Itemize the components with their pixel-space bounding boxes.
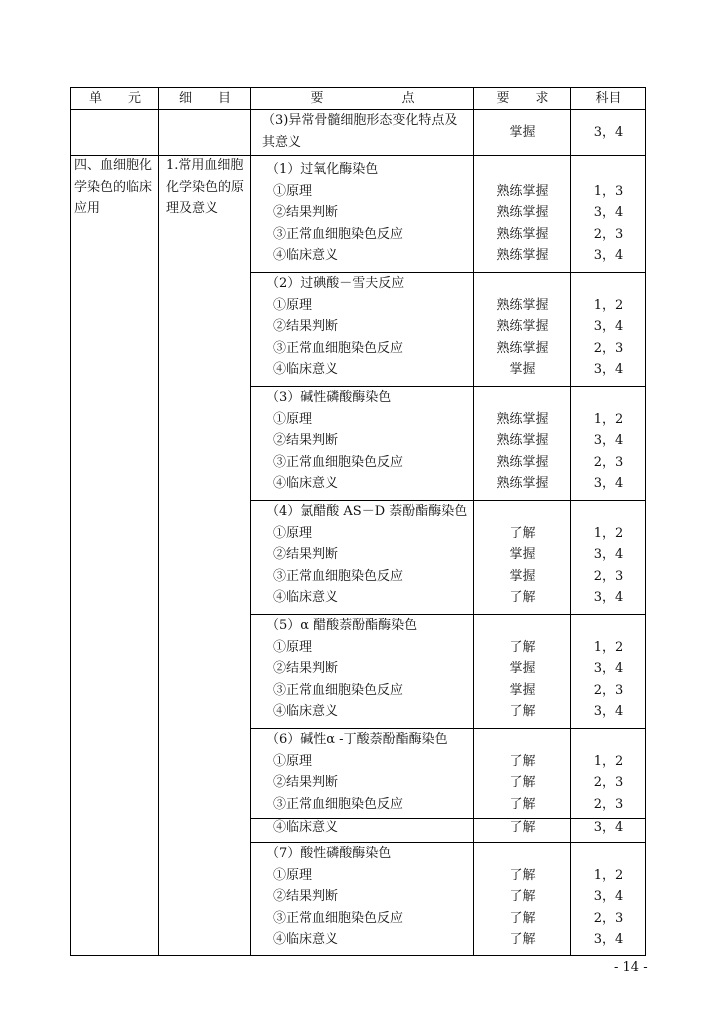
item-requirement: 了解 xyxy=(509,796,536,812)
item-requirement: 了解 xyxy=(509,753,536,769)
item-requirement: 掌握 xyxy=(509,661,536,677)
item-requirement: 了解 xyxy=(509,590,536,606)
item-requirement: 熟练掌握 xyxy=(496,226,549,242)
header-points: 要 点 xyxy=(310,91,415,106)
item-name: ①原理 xyxy=(273,867,313,883)
item-subject: 2，3 xyxy=(593,796,624,812)
item-requirement: 熟练掌握 xyxy=(496,454,549,470)
item-subject: 3，4 xyxy=(593,476,624,492)
item-name: ①原理 xyxy=(273,183,313,199)
item-subject: 2，3 xyxy=(593,910,624,926)
item-subject: 3，4 xyxy=(593,590,624,606)
item-name: ③正常血细胞染色反应 xyxy=(273,682,404,698)
item-subject: 3，4 xyxy=(593,248,624,264)
item-subject: 2，3 xyxy=(593,226,624,242)
item-name: ①原理 xyxy=(273,753,313,769)
item-subject: 2，3 xyxy=(593,454,624,470)
item-subject: 3，4 xyxy=(593,661,624,677)
item-name: ①原理 xyxy=(273,525,313,541)
item-subject: 3，4 xyxy=(593,362,624,378)
item-subject: 1，3 xyxy=(593,183,624,199)
item-requirement: 了解 xyxy=(509,820,536,836)
item-subject: 3，4 xyxy=(593,704,624,720)
item-name: ②结果判断 xyxy=(273,433,339,449)
item-requirement: 掌握 xyxy=(509,682,536,698)
item-requirement: 熟练掌握 xyxy=(496,248,549,264)
item-name: ②结果判断 xyxy=(273,661,339,677)
item-subject: 3，4 xyxy=(593,319,624,335)
item-subject: 3，4 xyxy=(593,547,624,563)
item-name: ④临床意义 xyxy=(273,476,339,492)
item-name: ②结果判断 xyxy=(273,319,339,335)
item-subject: 2，3 xyxy=(593,682,624,698)
header-detail: 细 目 xyxy=(178,91,231,106)
item-name: ④临床意义 xyxy=(273,590,339,606)
item-name: ④临床意义 xyxy=(273,248,339,264)
item-subject: 2，3 xyxy=(593,340,624,356)
header-unit: 单 元 xyxy=(88,91,141,106)
unit-cell: 四、血细胞化学染色的临床应用 xyxy=(74,158,153,217)
item-requirement: 掌握 xyxy=(509,568,536,584)
item-name: ④临床意义 xyxy=(273,932,339,948)
header-requirement: 要 求 xyxy=(496,91,549,106)
item-subject: 1，2 xyxy=(593,867,624,883)
section-title: （5）α 醋酸萘酚酯酶染色 xyxy=(266,618,418,633)
item-requirement: 熟练掌握 xyxy=(496,340,549,356)
header-subject: 科目 xyxy=(595,91,622,106)
item-name: ③正常血细胞染色反应 xyxy=(273,796,404,812)
item-requirement: 了解 xyxy=(509,867,536,883)
item-subject: 3，4 xyxy=(593,820,624,836)
item-name: ②结果判断 xyxy=(273,889,339,905)
item-requirement: 熟练掌握 xyxy=(496,433,549,449)
item-name: ①原理 xyxy=(273,639,313,655)
item-name: ①原理 xyxy=(273,297,313,313)
item-subject: 1，2 xyxy=(593,753,624,769)
top-row-subject: 3，4 xyxy=(593,125,624,140)
item-subject: 3，4 xyxy=(593,433,624,449)
item-requirement: 了解 xyxy=(509,775,536,791)
item-requirement: 了解 xyxy=(509,910,536,926)
item-name: ①原理 xyxy=(273,411,313,427)
page-number: - 14 - xyxy=(614,960,648,975)
item-requirement: 了解 xyxy=(509,525,536,541)
top-row-requirement: 掌握 xyxy=(509,125,536,140)
item-subject: 1，2 xyxy=(593,525,624,541)
item-subject: 1，2 xyxy=(593,411,624,427)
item-requirement: 熟练掌握 xyxy=(496,476,549,492)
item-name: ④临床意义 xyxy=(273,362,339,378)
item-name: ③正常血细胞染色反应 xyxy=(273,454,404,470)
section-title: （3）碱性磷酸酶染色 xyxy=(266,390,392,405)
item-name: ③正常血细胞染色反应 xyxy=(273,226,404,242)
item-subject: 3，4 xyxy=(593,932,624,948)
item-requirement: 熟练掌握 xyxy=(496,205,549,221)
section-title: （1）过氧化酶染色 xyxy=(266,162,379,177)
item-requirement: 了解 xyxy=(509,704,536,720)
item-name: ④临床意义 xyxy=(273,704,339,720)
item-requirement: 熟练掌握 xyxy=(496,319,549,335)
item-requirement: 了解 xyxy=(509,889,536,905)
item-requirement: 掌握 xyxy=(509,362,536,378)
detail-cell: 1.常用血细胞化学染色的原理及意义 xyxy=(166,158,245,217)
item-name: ③正常血细胞染色反应 xyxy=(273,910,404,926)
item-subject: 1，2 xyxy=(593,639,624,655)
item-name: ②结果判断 xyxy=(273,547,339,563)
item-requirement: 熟练掌握 xyxy=(496,411,549,427)
item-name: ②结果判断 xyxy=(273,205,339,221)
item-requirement: 了解 xyxy=(509,932,536,948)
section-title: （6）碱性α -丁酸萘酚酯酶染色 xyxy=(266,732,448,747)
item-subject: 3，4 xyxy=(593,205,624,221)
top-row-point: （3)异常骨髓细胞形态变化特点及其意义 xyxy=(262,113,458,150)
item-name: ④临床意义 xyxy=(273,820,339,836)
item-subject: 3，4 xyxy=(593,889,624,905)
section-title: （2）过碘酸－雪夫反应 xyxy=(266,276,405,291)
item-requirement: 熟练掌握 xyxy=(496,183,549,199)
section-title: （7）酸性磷酸酶染色 xyxy=(266,846,392,861)
item-subject: 1，2 xyxy=(593,297,624,313)
item-name: ③正常血细胞染色反应 xyxy=(273,340,404,356)
item-requirement: 掌握 xyxy=(509,547,536,563)
item-name: ②结果判断 xyxy=(273,775,339,791)
section-title: （4）氯醋酸 AS－D 萘酚酯酶染色 xyxy=(266,504,468,519)
item-requirement: 了解 xyxy=(509,639,536,655)
item-subject: 2，3 xyxy=(593,775,624,791)
item-subject: 2，3 xyxy=(593,568,624,584)
item-requirement: 熟练掌握 xyxy=(496,297,549,313)
item-name: ③正常血细胞染色反应 xyxy=(273,568,404,584)
